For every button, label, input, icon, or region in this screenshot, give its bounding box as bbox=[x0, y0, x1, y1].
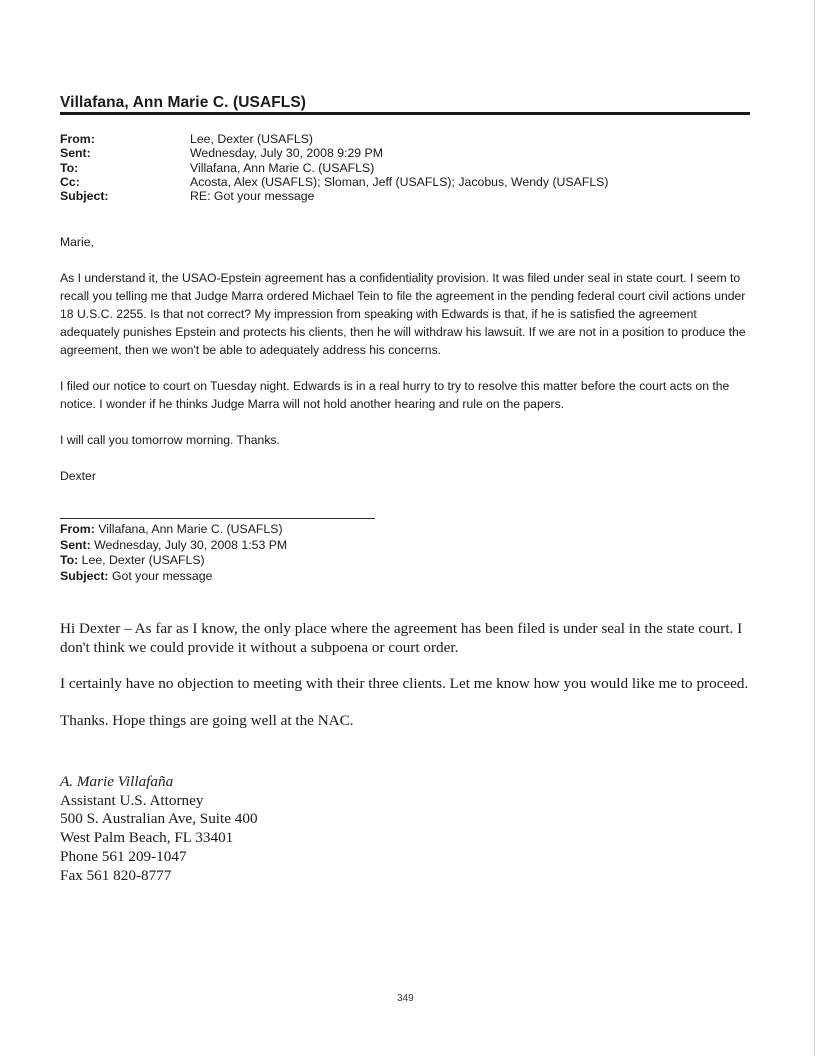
quoted-header-subject: Subject: Got your message bbox=[60, 568, 213, 583]
reply-paragraph: As I understand it, the USAO-Epstein agreement has a confidentiality provision. It was filed under seal in state court. I seem to recall you telling me that Judge Marra ordered Michael Tein to file the agreement in the pending federal court civil actions under 18 U.S.C. 2255. Is that not correct? My impression from speaking with Edwards is that, if he is satisfied the agreement adequately punishes Epstein and protects his clients, then he will withdraw his lawsuit. If we are not in a position to produce the agreement, then we won't be able to adequately address his concerns. bbox=[60, 271, 746, 357]
header-value-cc: Acosta, Alex (USAFLS); Sloman, Jeff (USAFLS); Jacobus, Wendy (USAFLS) bbox=[190, 174, 609, 189]
quoted-message-rule bbox=[60, 518, 375, 519]
quoted-paragraph: Hi Dexter – As far as I know, the only place where the agreement has been filed is under seal in the state court. I don't think we could provide it without a subpoena or court order. bbox=[60, 620, 743, 656]
header-label: Cc: bbox=[60, 174, 80, 189]
header-label: To: bbox=[60, 160, 79, 175]
reply-body bbox=[60, 233, 755, 503]
header-value-to: Villafana, Ann Marie C. (USAFLS) bbox=[190, 160, 375, 175]
header-label: Sent: bbox=[60, 146, 91, 161]
title-rule bbox=[60, 112, 750, 115]
reply-paragraph: I will call you tomorrow morning. Thanks. bbox=[60, 433, 280, 447]
header-row-cc bbox=[60, 175, 608, 189]
header-row-sent bbox=[60, 146, 608, 160]
header-row-from bbox=[60, 132, 608, 146]
header-value-from: Lee, Dexter (USAFLS) bbox=[190, 132, 314, 146]
header-value-sent: Wednesday, July 30, 2008 9:29 PM bbox=[190, 146, 383, 161]
document-title: Villafana, Ann Marie C. (USAFLS) bbox=[60, 94, 307, 111]
page-number: 349 bbox=[397, 993, 414, 1004]
quoted-body bbox=[60, 620, 755, 748]
quoted-header-from: From: Villafana, Ann Marie C. (USAFLS) bbox=[60, 522, 283, 536]
reply-salutation: Marie, bbox=[60, 235, 94, 249]
signature-phone: Phone 561 209-1047 bbox=[60, 847, 187, 865]
quoted-paragraph: I certainly have no objection to meeting with their three clients. Let me know how you would like me to proceed. bbox=[60, 675, 749, 692]
signature-address-line2: West Palm Beach, FL 33401 bbox=[60, 829, 234, 847]
reply-signoff: Dexter bbox=[60, 469, 96, 483]
signature-name: A. Marie Villafaña bbox=[60, 773, 174, 790]
reply-paragraph: I filed our notice to court on Tuesday night. Edwards is in a real hurry to try to resolve this matter before the court acts on the notice. I wonder if he thinks Judge Marra will not hold another hearing and rule on the papers. bbox=[60, 379, 730, 411]
signature-title: Assistant U.S. Attorney bbox=[60, 791, 204, 809]
page-edge-line bbox=[814, 0, 815, 1056]
header-label: From: bbox=[60, 132, 95, 146]
quoted-header-to: To: Lee, Dexter (USAFLS) bbox=[60, 553, 205, 568]
signature-fax: Fax 561 820-8777 bbox=[60, 866, 172, 884]
header-row-subject bbox=[60, 189, 608, 203]
header-label: Subject: bbox=[60, 189, 109, 204]
quoted-paragraph: Thanks. Hope things are going well at the NAC. bbox=[60, 711, 354, 729]
header-value-subject: RE: Got your message bbox=[190, 189, 315, 204]
quoted-header bbox=[60, 522, 287, 584]
signature-block bbox=[60, 773, 258, 885]
header-row-to bbox=[60, 161, 608, 175]
email-header bbox=[60, 132, 608, 203]
quoted-header-sent: Sent: Wednesday, July 30, 2008 1:53 PM bbox=[60, 537, 288, 552]
signature-address-line1: 500 S. Australian Ave, Suite 400 bbox=[60, 810, 258, 828]
